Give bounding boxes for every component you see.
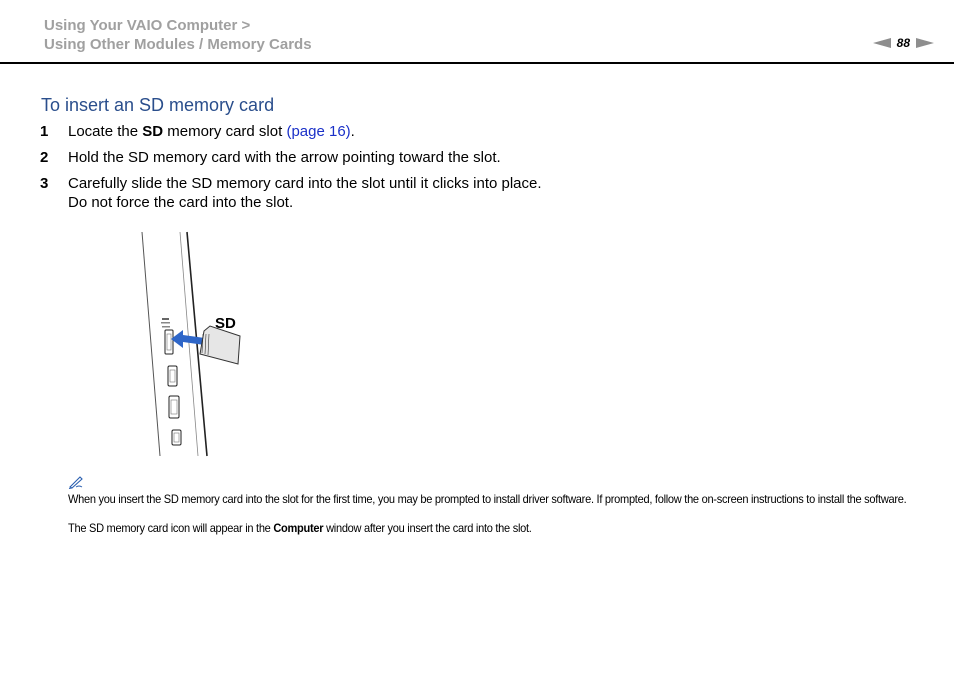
- page-number: 88: [896, 36, 910, 50]
- page-navigation: [873, 36, 934, 50]
- step-text-line-1: Carefully slide the SD memory card into the slot until it clicks into place.: [68, 175, 542, 192]
- note-paragraph-2: [68, 519, 918, 538]
- step-text-line-2: Do not force the card into the slot.: [68, 194, 294, 211]
- step-text-end: .: [350, 123, 355, 140]
- sd-card-label: SD: [215, 315, 236, 332]
- pencil-note-icon: [68, 475, 84, 489]
- header-divider: [0, 62, 954, 64]
- breadcrumb: [44, 16, 312, 54]
- step-number: 2: [40, 149, 49, 166]
- breadcrumb-line-1[interactable]: Using Your VAIO Computer >: [44, 17, 251, 34]
- section-title: To insert an SD memory card: [41, 95, 275, 115]
- previous-page-icon[interactable]: [873, 38, 891, 48]
- breadcrumb-line-2[interactable]: Using Other Modules / Memory Cards: [44, 36, 312, 53]
- note-text: window after you insert the card into the slot.: [323, 521, 532, 535]
- step-text: Locate the: [68, 123, 143, 140]
- steps-list: [40, 122, 542, 219]
- step-bold-text: SD: [142, 123, 164, 140]
- next-page-icon[interactable]: [916, 38, 934, 48]
- note-paragraph-1: When you insert the SD memory card into the slot for the first time, you may be prompted to install driver software. If prompted, follow the on-screen instructions to install the software.: [68, 492, 907, 506]
- step-2: [40, 148, 542, 167]
- note-section: [68, 475, 918, 538]
- step-1: [40, 122, 542, 141]
- sd-card-insertion-illustration: [138, 230, 248, 458]
- step-number: 1: [40, 123, 49, 140]
- note-text: The SD memory card icon will appear in the: [68, 521, 274, 535]
- step-text: memory card slot: [163, 123, 287, 140]
- step-text: Hold the SD memory card with the arrow pointing toward the slot.: [68, 149, 501, 166]
- page-16-link[interactable]: (page 16): [286, 123, 351, 140]
- step-number: 3: [40, 175, 49, 192]
- step-3: [40, 174, 542, 212]
- note-bold-text: Computer: [273, 521, 324, 535]
